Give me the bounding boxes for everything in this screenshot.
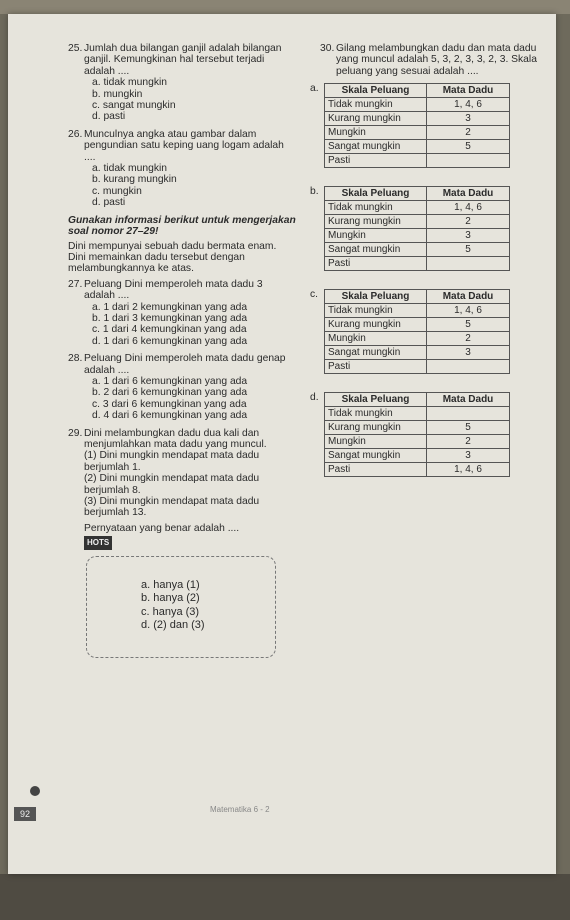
scale-cell: Mungkin: [325, 435, 427, 449]
scale-cell: Mungkin: [325, 332, 427, 346]
question-text: Peluang Dini memperoleh mata dadu genap adalah ....: [84, 353, 286, 376]
table-row: [325, 304, 510, 318]
scale-cell: Mungkin: [325, 126, 427, 140]
table-row: [325, 435, 510, 449]
option-table-2: [310, 186, 552, 271]
table-row: [325, 421, 510, 435]
scale-cell: Tidak mungkin: [325, 201, 427, 215]
column-header: Mata Dadu: [427, 84, 510, 98]
option: a. tidak mungkin: [92, 77, 167, 89]
table-row: [325, 332, 510, 346]
scale-cell: Kurang mungkin: [325, 215, 427, 229]
question-30: [320, 43, 552, 77]
question-29: [68, 428, 296, 658]
question-text: Peluang Dini memperoleh mata dadu 3 adalah ....: [84, 278, 263, 302]
table-row: [325, 346, 510, 360]
right-column: [310, 43, 552, 477]
scale-cell: Kurang mungkin: [325, 421, 427, 435]
dice-value-cell: 3: [427, 449, 510, 463]
option: c. hanya (3): [141, 605, 200, 618]
question-number: 29.: [68, 427, 83, 439]
table-row: [325, 201, 510, 215]
dice-value-cell: [427, 154, 510, 168]
question-text: Munculnya angka atau gambar dalam pengundian satu keping uang logam adalah ....: [84, 128, 284, 163]
scale-cell: Pasti: [325, 154, 427, 168]
column-header: Mata Dadu: [427, 187, 510, 201]
question-27: [68, 279, 296, 347]
scale-cell: Sangat mungkin: [325, 449, 427, 463]
dice-value-cell: 3: [427, 112, 510, 126]
option-table-4: [310, 392, 552, 477]
scale-cell: Sangat mungkin: [325, 243, 427, 257]
hots-badge: HOTS: [84, 536, 112, 549]
scale-cell: Sangat mungkin: [325, 140, 427, 154]
option: b. hanya (2): [141, 592, 200, 605]
dice-value-cell: 1, 4, 6: [427, 463, 510, 477]
table-row: [325, 243, 510, 257]
option: b. 2 dari 6 kemungkinan yang ada: [92, 387, 248, 399]
option: c. sangat mungkin: [92, 100, 176, 112]
probability-table: [324, 186, 510, 271]
statement: (1) Dini mungkin mendapat mata dadu berjumlah 1.: [84, 450, 260, 473]
dice-value-cell: [427, 257, 510, 271]
dice-value-cell: 2: [427, 126, 510, 140]
table-row: [325, 463, 510, 477]
option: d. 1 dari 6 kemungkinan yang ada: [92, 335, 248, 347]
question-number: 25.: [68, 43, 83, 54]
dice-value-cell: 5: [427, 421, 510, 435]
scale-cell: Mungkin: [325, 229, 427, 243]
option: d. (2) dan (3): [141, 619, 205, 632]
option: b. mungkin: [92, 88, 143, 100]
table-row: [325, 98, 510, 112]
scale-cell: Pasti: [325, 463, 427, 477]
probability-table: [324, 289, 510, 374]
table-row: [325, 407, 510, 421]
decorative-dot: [30, 786, 40, 796]
scale-cell: Kurang mungkin: [325, 318, 427, 332]
answer-tables: [310, 83, 552, 477]
option-table-3: [310, 289, 552, 374]
table-row: [325, 154, 510, 168]
question-text: Gilang melambungkan dadu dan mata dadu yang muncul adalah 5, 3, 2, 3, 3, 2, 3. Skala peluang yang sesuai adalah ....: [336, 43, 537, 77]
probability-table: [324, 392, 510, 477]
dice-value-cell: [427, 407, 510, 421]
scale-cell: Tidak mungkin: [325, 98, 427, 112]
table-row: [325, 140, 510, 154]
dice-value-cell: 1, 4, 6: [427, 98, 510, 112]
scale-cell: Pasti: [325, 257, 427, 271]
column-header: Skala Peluang: [325, 393, 427, 407]
option: b. kurang mungkin: [92, 174, 177, 186]
option-label: a.: [310, 83, 319, 95]
statement: (2) Dini mungkin mendapat mata dadu berjumlah 8.: [84, 473, 260, 496]
column-header: Skala Peluang: [325, 187, 427, 201]
question-26: [68, 129, 296, 209]
dice-value-cell: 3: [427, 229, 510, 243]
dice-value-cell: 2: [427, 332, 510, 346]
question-prompt: Pernyataan yang benar adalah ....: [84, 522, 240, 534]
table-header-row: [325, 187, 510, 201]
option: c. mungkin: [92, 185, 142, 197]
question-text: Dini melambungkan dadu dua kali dan menjumlahkan mata dadu yang muncul.: [84, 427, 267, 450]
probability-table: [324, 83, 510, 168]
option: d. pasti: [92, 111, 126, 123]
dice-value-cell: 2: [427, 215, 510, 229]
dice-value-cell: 1, 4, 6: [427, 304, 510, 318]
table-row: [325, 126, 510, 140]
option: c. 3 dari 6 kemungkinan yang ada: [92, 398, 247, 410]
dice-value-cell: 5: [427, 318, 510, 332]
table-row: [325, 360, 510, 374]
option: a. 1 dari 6 kemungkinan yang ada: [92, 375, 248, 387]
column-header: Mata Dadu: [427, 393, 510, 407]
option: a. tidak mungkin: [92, 163, 167, 175]
scale-cell: Kurang mungkin: [325, 112, 427, 126]
table-header-row: [325, 393, 510, 407]
left-column: [68, 43, 296, 664]
option-label: d.: [310, 392, 319, 404]
scale-cell: Tidak mungkin: [325, 304, 427, 318]
option-table-1: [310, 83, 552, 168]
column-header: Skala Peluang: [325, 84, 427, 98]
dice-value-cell: 3: [427, 346, 510, 360]
question-25: [68, 43, 296, 123]
question-number: 26.: [68, 128, 83, 140]
section-intro: Gunakan informasi berikut untuk mengerjakan soal nomor 27–29!: [68, 214, 296, 238]
scale-cell: Sangat mungkin: [325, 346, 427, 360]
column-header: Mata Dadu: [427, 290, 510, 304]
options-list: [141, 579, 205, 633]
story-paragraph: Dini mempunyai sebuah dadu bermata enam. Dini memainkan dadu tersebut dengan melambungkannya ke atas.: [68, 240, 277, 275]
option-label: b.: [310, 186, 319, 198]
option-label: c.: [310, 289, 319, 301]
table-header-row: [325, 290, 510, 304]
table-row: [325, 229, 510, 243]
background-top: [0, 0, 570, 14]
book-title: Matematika 6 - 2: [210, 805, 270, 814]
dice-value-cell: 5: [427, 243, 510, 257]
background-floor: [0, 874, 570, 920]
table-row: [325, 112, 510, 126]
dice-value-cell: 5: [427, 140, 510, 154]
scale-cell: Pasti: [325, 360, 427, 374]
table-row: [325, 215, 510, 229]
column-header: Skala Peluang: [325, 290, 427, 304]
option: a. 1 dari 2 kemungkinan yang ada: [92, 301, 248, 313]
question-text: Jumlah dua bilangan ganjil adalah bilangan ganjil. Kemungkinan hal tersebut terjadi adalah ....: [84, 43, 282, 77]
option: b. 1 dari 3 kemungkinan yang ada: [92, 312, 248, 324]
question-number: 28.: [68, 353, 83, 365]
question-number: 30.: [320, 43, 335, 54]
scale-cell: Tidak mungkin: [325, 407, 427, 421]
statement: (3) Dini mungkin mendapat mata dadu berjumlah 13.: [84, 496, 260, 519]
page-number: 92: [14, 807, 36, 821]
table-row: [325, 257, 510, 271]
dice-value-cell: [427, 360, 510, 374]
table-header-row: [325, 84, 510, 98]
option: d. pasti: [92, 197, 126, 209]
question-28: [68, 353, 296, 421]
option: d. 4 dari 6 kemungkinan yang ada: [92, 410, 248, 422]
options-frame: [86, 556, 276, 658]
table-row: [325, 318, 510, 332]
option: a. hanya (1): [141, 578, 200, 591]
question-number: 27.: [68, 278, 83, 290]
dice-value-cell: 2: [427, 435, 510, 449]
dice-value-cell: 1, 4, 6: [427, 201, 510, 215]
table-row: [325, 449, 510, 463]
option: c. 1 dari 4 kemungkinan yang ada: [92, 324, 247, 336]
